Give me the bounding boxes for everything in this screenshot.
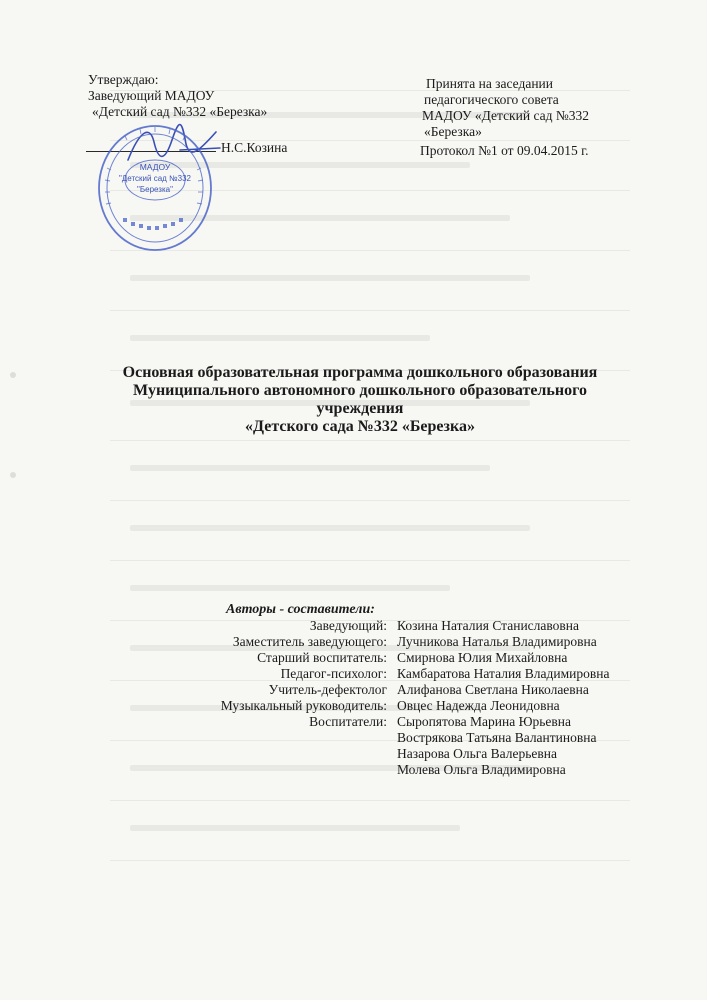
approval-block — [88, 72, 348, 120]
approval-line: Заведующий МАДОУ — [88, 88, 215, 103]
acceptance-block — [420, 76, 630, 159]
author-role: Педагог-психолог: — [280, 666, 387, 681]
stamp-text-line: "Березка" — [137, 185, 173, 194]
author-names — [397, 618, 657, 778]
acceptance-line: МАДОУ «Детский сад №332 — [422, 108, 589, 123]
acceptance-line: педагогического совета — [424, 92, 559, 107]
seal-stamp — [95, 118, 275, 278]
approval-line: Утверждаю: — [88, 72, 159, 87]
title-line: Муниципального автономного дошкольного образовательного — [133, 382, 587, 399]
author-name: Овцес Надежда Леонидовна — [397, 698, 560, 713]
acceptance-line: Протокол №1 от 09.04.2015 г. — [420, 143, 589, 158]
director-name: Н.С.Козина — [221, 140, 288, 155]
author-name: Назарова Ольга Валерьевна — [397, 746, 558, 761]
author-name: Смирнова Юлия Михайловна — [397, 650, 568, 665]
stamp-text-line: МАДОУ — [139, 162, 171, 172]
author-role: Учитель-дефектолог — [268, 682, 387, 697]
title-line: «Детского сада №332 «Березка» — [245, 418, 475, 435]
title-line: учреждения — [316, 400, 404, 417]
approval-line: «Детский сад №332 «Березка» — [92, 104, 268, 119]
authors-heading: Авторы - составители: — [226, 602, 375, 617]
author-name: Камбаратова Наталия Владимировна — [397, 666, 610, 681]
author-role: Заместитель заведующего: — [232, 634, 387, 649]
acceptance-line: «Березка» — [424, 124, 482, 139]
punch-hole — [10, 472, 16, 478]
author-name: Алифанова Светлана Николаевна — [397, 682, 589, 697]
punch-hole — [10, 372, 16, 378]
author-role: Старший воспитатель: — [257, 650, 387, 665]
author-name: Вострякова Татьяна Валантиновна — [397, 730, 597, 745]
title-line: Основная образовательная программа дошкольного образования — [122, 364, 598, 381]
author-name: Козина Наталия Станиславовна — [397, 618, 580, 633]
document-title — [80, 364, 640, 436]
author-role: Воспитатели: — [309, 714, 387, 729]
acceptance-line: Принята на заседании — [426, 76, 554, 91]
stamp-text-line: "Детский сад №332 — [119, 174, 191, 183]
author-name: Лучникова Наталья Владимировна — [397, 634, 597, 649]
author-name: Молева Ольга Владимировна — [397, 762, 566, 777]
author-name: Сыропятова Марина Юрьевна — [397, 714, 571, 729]
author-roles — [150, 618, 387, 730]
author-role: Заведующий: — [309, 618, 387, 633]
author-role: Музыкальный руководитель: — [220, 698, 387, 713]
